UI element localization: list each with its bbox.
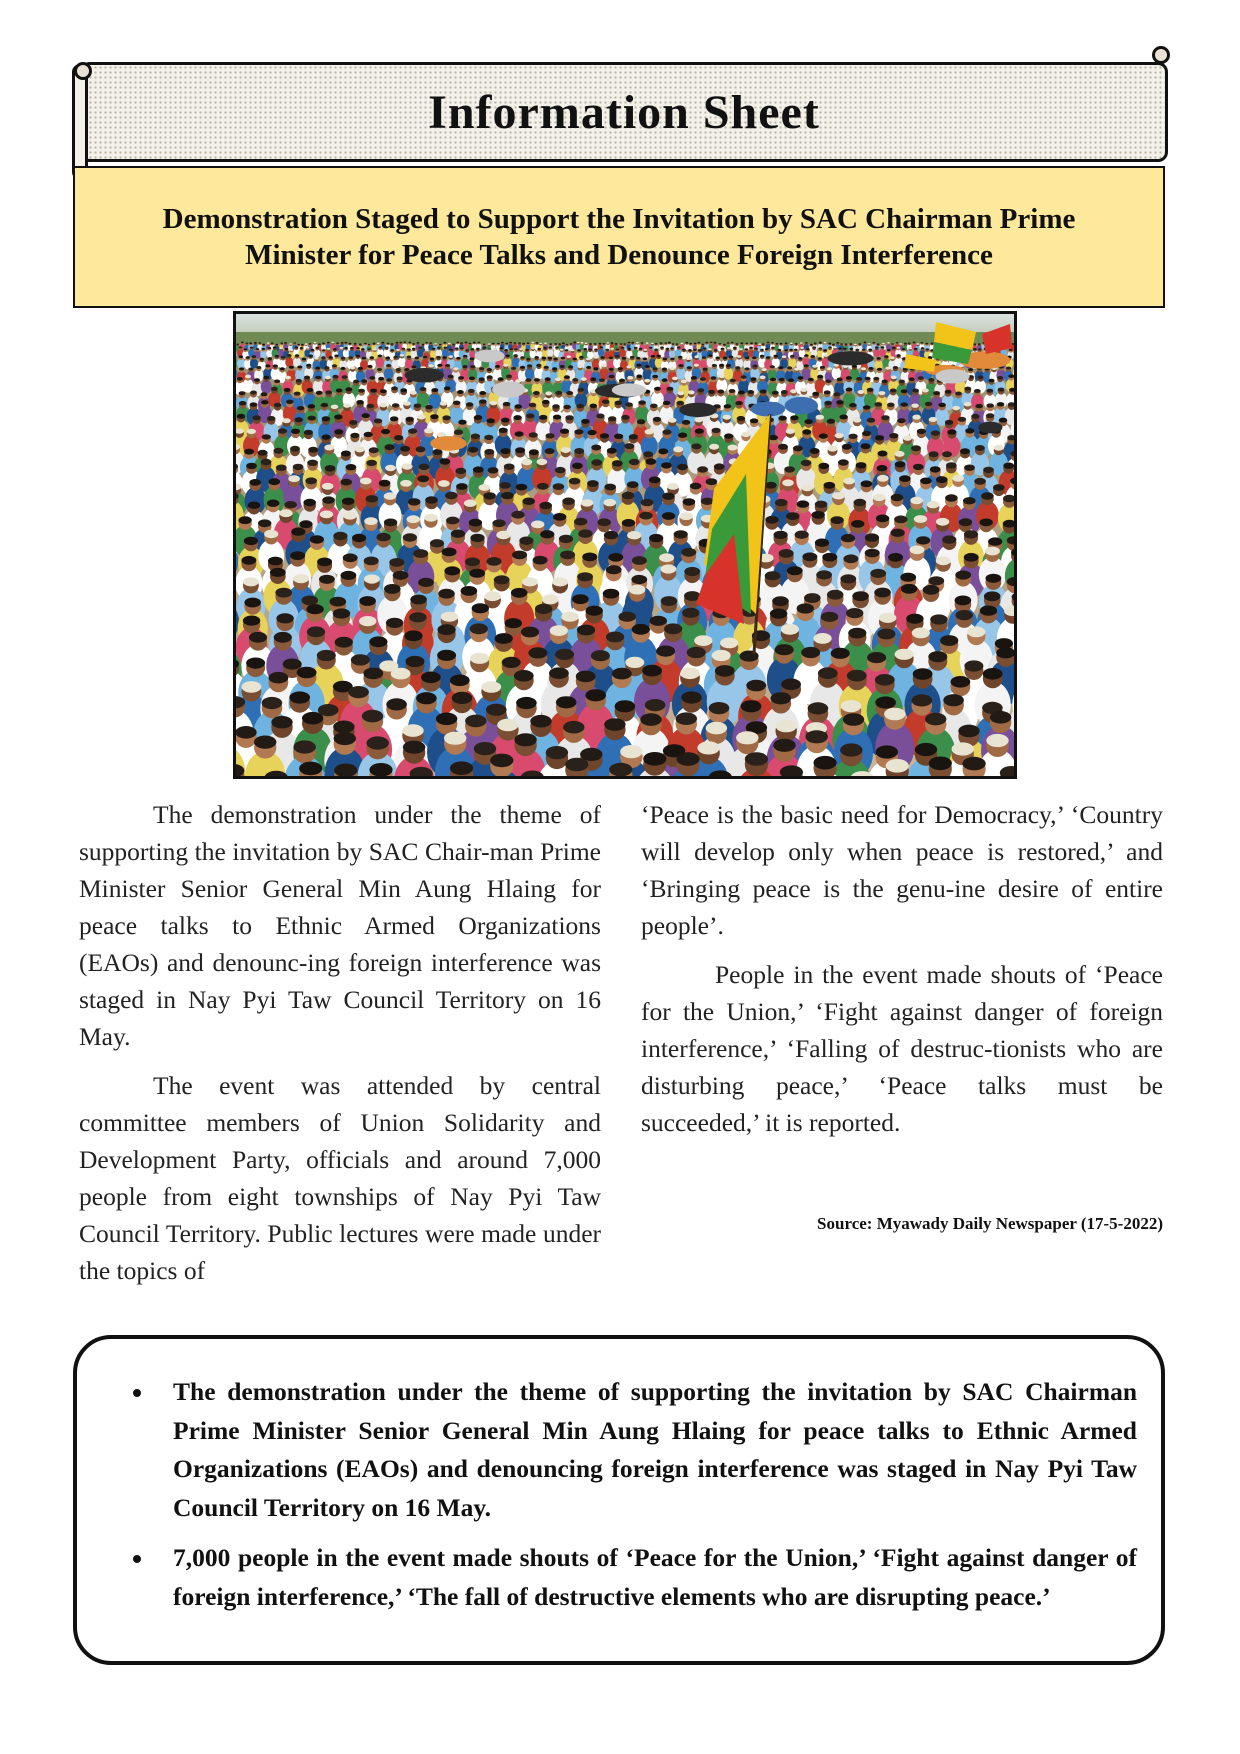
summary-text: The demonstration under the theme of supporting the invitation by SAC Chairman Prime Minister Senior General Min Aung Hlaing for peace talks to Ethnic Armed Organizations (EAOs) and denouncing foreign interference was staged in Nay Pyi Taw Council Territory on 16 May. (173, 1377, 1137, 1522)
summary-box (73, 1335, 1165, 1665)
title-banner (80, 62, 1168, 162)
crowd-photo (233, 311, 1017, 779)
article-paragraph: ‘Peace is the basic need for Democracy,’ ‘Country will develop only when peace is restored,’ and ‘Bringing peace is the genu-ine desire of entire people’. (641, 800, 1163, 940)
article-right-column (641, 796, 1163, 1153)
bullet-icon (133, 1555, 141, 1563)
subtitle-box (73, 166, 1165, 308)
summary-item (133, 1539, 1137, 1616)
page-title: Information Sheet (428, 85, 820, 139)
summary-text: 7,000 people in the event made shouts of ‘Peace for the Union,’ ‘Fight against danger of foreign interference,’ ‘The fall of destructive elements who are disrupting peace.’ (173, 1543, 1137, 1611)
source-citation: Source: Myawady Daily Newspaper (17-5-2022) (817, 1214, 1163, 1233)
bullet-icon (133, 1389, 141, 1397)
subtitle-line-2: Minister for Peace Talks and Denounce Foreign Interference (245, 239, 993, 271)
article-paragraph: The demonstration under the theme of supporting the invitation by SAC Chair-man Prime Minister Senior General Min Aung Hlaing for peace talks to Ethnic Armed Organizations (EAOs) and denounc-ing foreign interference was staged in Nay Pyi Taw Council Territory on 16 May. (79, 800, 601, 1051)
subtitle (163, 201, 1076, 273)
crowd-image (236, 314, 1014, 776)
scroll-curl-right (1152, 46, 1170, 64)
summary-list (133, 1373, 1137, 1616)
article-paragraph: People in the event made shouts of ‘Peace for the Union,’ ‘Fight against danger of foreign interference,’ ‘Falling of destruc-tionists who are disturbing peace,’ ‘Peace talks must be succeeded,’ it is reported. (641, 960, 1163, 1137)
article-paragraph: The event was attended by central committee members of Union Solidarity and Development Party, officials and around 7,000 people from eight townships of Nay Pyi Taw Council Territory. Public lectures were made under the topics of (79, 1071, 601, 1285)
scroll-roll-left (72, 64, 88, 180)
scroll-curl-left (74, 62, 92, 80)
summary-item (133, 1373, 1137, 1527)
article-left-column (79, 796, 601, 1301)
subtitle-line-1: Demonstration Staged to Support the Invitation by SAC Chairman Prime (162, 203, 1076, 235)
